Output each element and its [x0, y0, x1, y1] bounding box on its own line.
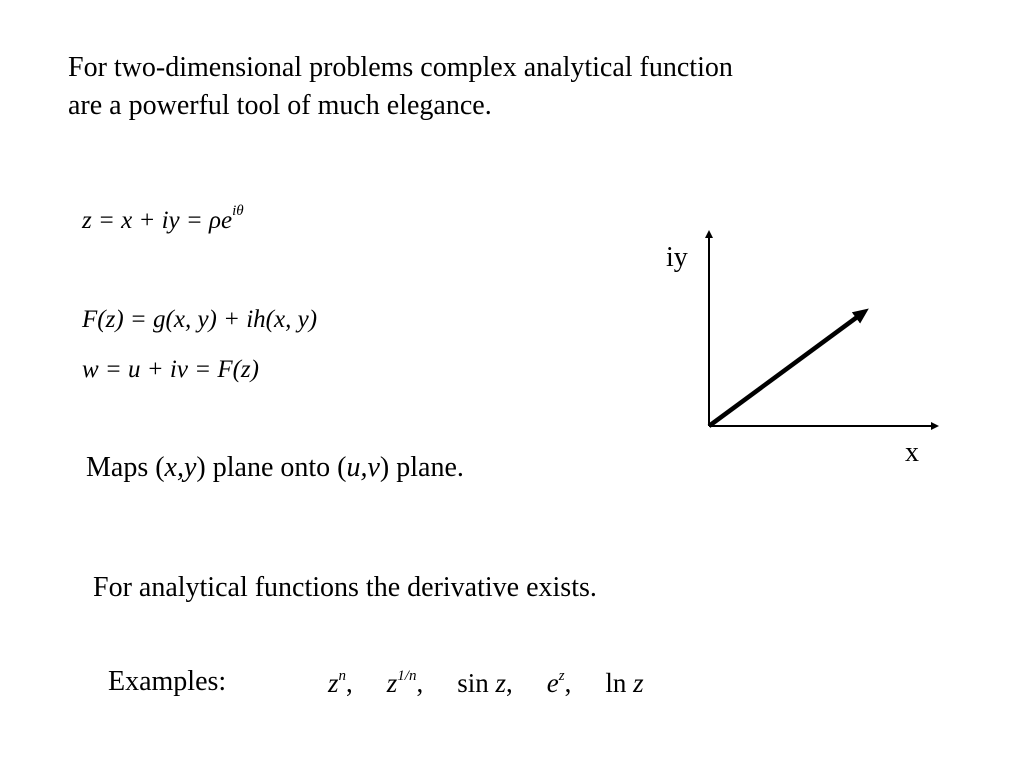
- complex-plane-diagram: [650, 220, 950, 470]
- maps-prefix: Maps (: [86, 452, 165, 483]
- equation-polar-form: [82, 203, 244, 235]
- example-ln-z: ln z: [605, 668, 644, 698]
- equation-mapping: w = u + iv = F(z): [82, 356, 259, 383]
- equation-function-definition: F(z) = g(x, y) + ih(x, y): [82, 306, 318, 333]
- example-z-root-n: $z^{1/n}$,: [386, 668, 424, 698]
- intro-line-2: are a powerful tool of much elegance.: [68, 90, 492, 121]
- example-z-power-n: $z^n$,: [328, 668, 353, 698]
- example-sin-z: sin z,: [457, 668, 513, 698]
- maps-middle: ) plane onto (: [196, 452, 347, 483]
- equation-1-rhs: = x + iy = ρe: [97, 207, 233, 234]
- derivative-sentence: For analytical functions the derivative exists.: [93, 572, 597, 603]
- intro-line-1: For two-dimensional problems complex analytical function: [68, 52, 733, 83]
- maps-uv: u,v: [346, 452, 380, 483]
- maps-suffix: ) plane.: [379, 452, 464, 483]
- example-exp-z: $e^z$,: [546, 668, 572, 698]
- equation-1-exponent: iθ: [232, 203, 244, 219]
- maps-xy: x,y: [164, 452, 197, 483]
- y-axis-label: iy: [666, 242, 688, 273]
- examples-label: Examples:: [108, 666, 227, 697]
- examples-formulas: [328, 668, 644, 699]
- vector-arrow: [709, 312, 864, 426]
- intro-text: [68, 49, 733, 125]
- x-axis-label: x: [905, 437, 919, 468]
- equation-1-lhs: z: [82, 207, 92, 234]
- maps-sentence: [86, 449, 464, 487]
